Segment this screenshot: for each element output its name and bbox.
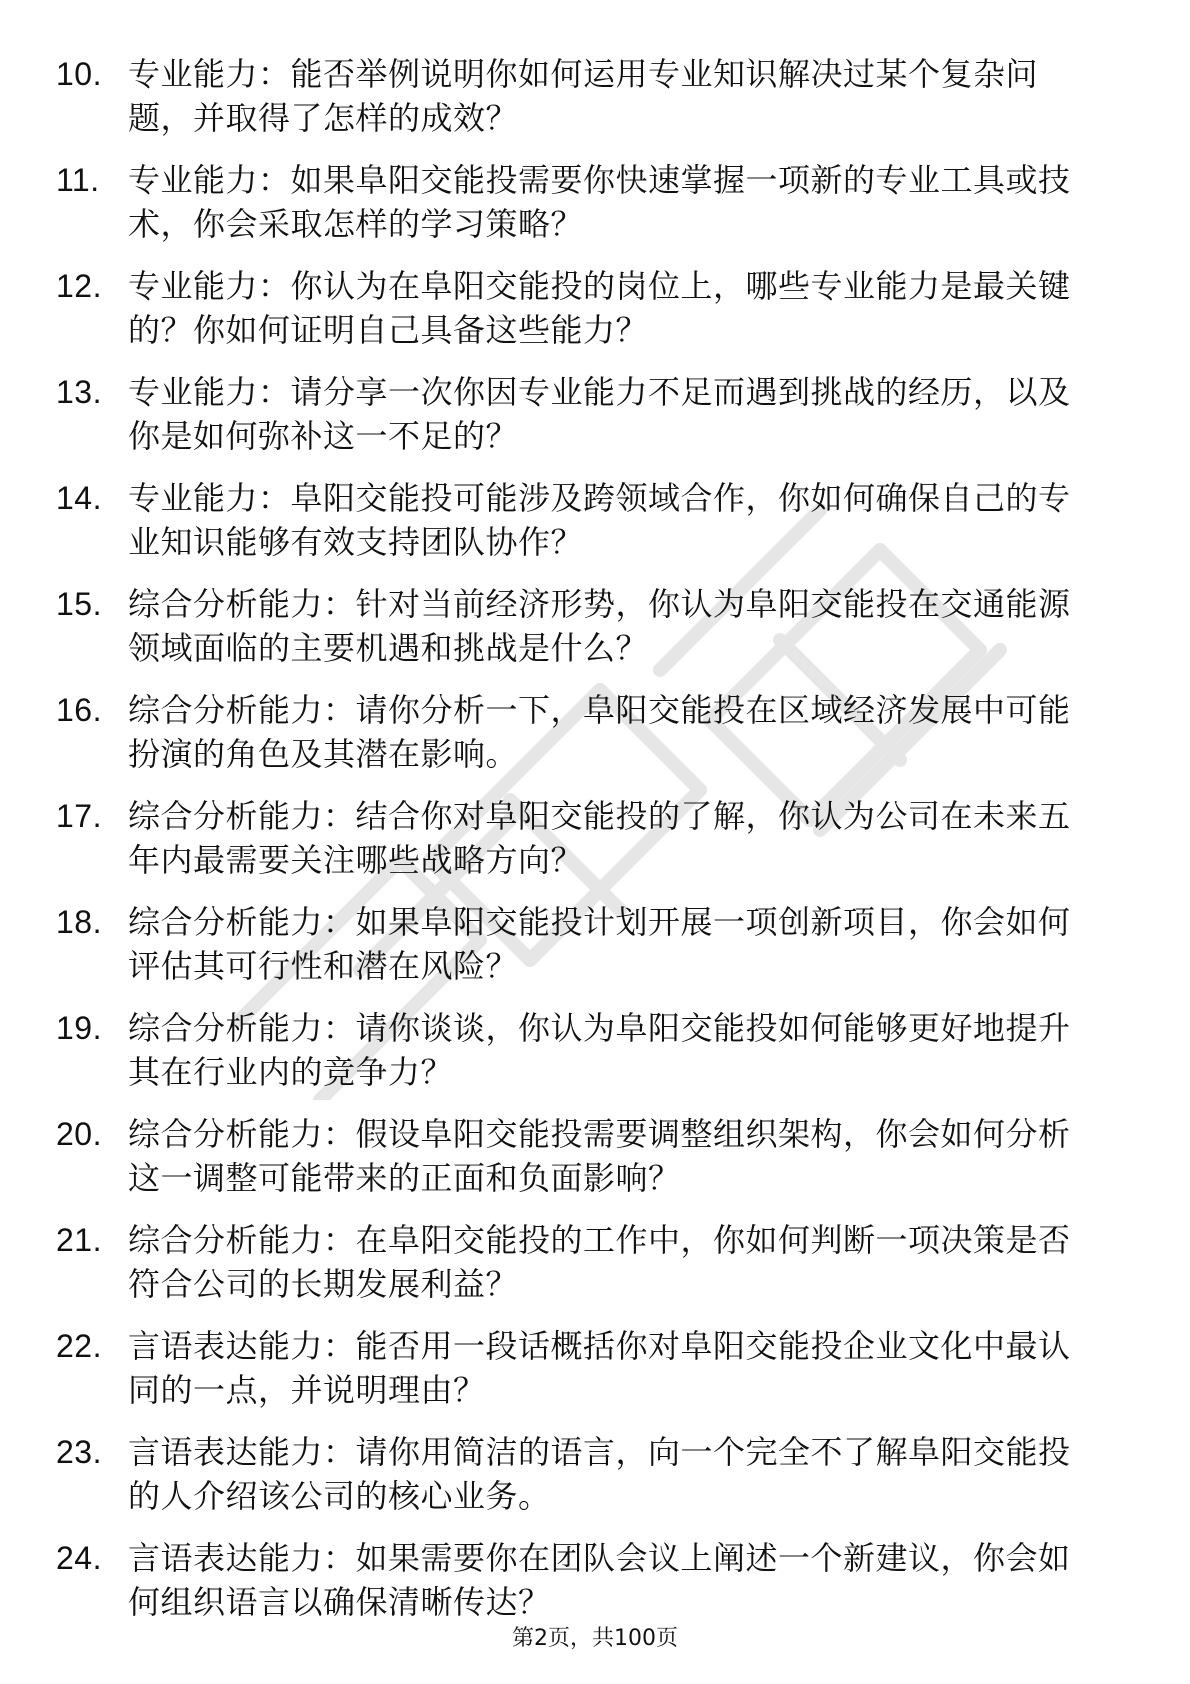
question-item [56, 794, 1096, 882]
question-number: 20. [56, 1116, 102, 1152]
question-item [56, 1324, 1096, 1412]
question-text: 综合分析能力：假设阜阳交能投需要调整组织架构，你会如何分析这一调整可能带来的正面和负面影响？ [128, 1115, 1071, 1197]
question-text: 专业能力：能否举例说明你如何运用专业知识解决过某个复杂问题，并取得了怎样的成效？ [128, 55, 1039, 137]
question-text: 综合分析能力：在阜阳交能投的工作中，你如何判断一项决策是否符合公司的长期发展利益？ [128, 1221, 1071, 1303]
question-item [56, 582, 1096, 670]
page-footer: 第2页，共100页 [512, 1626, 678, 1651]
question-number: 12. [56, 268, 102, 304]
question-item [56, 52, 1096, 140]
question-item [56, 476, 1096, 564]
question-number: 21. [56, 1222, 102, 1258]
question-number: 17. [56, 798, 102, 834]
question-number: 11. [56, 162, 100, 198]
question-number: 14. [56, 480, 102, 516]
question-text: 综合分析能力：如果阜阳交能投计划开展一项创新项目，你会如何评估其可行性和潜在风险？ [128, 903, 1071, 985]
question-number: 24. [56, 1540, 102, 1576]
question-text: 综合分析能力：请你分析一下，阜阳交能投在区域经济发展中可能扮演的角色及其潜在影响。 [128, 691, 1071, 773]
question-item [56, 1536, 1096, 1624]
question-number: 13. [56, 374, 102, 410]
question-item [56, 1112, 1096, 1200]
question-number: 10. [56, 56, 102, 92]
question-item [56, 1006, 1096, 1094]
question-number: 18. [56, 904, 102, 940]
question-number: 22. [56, 1328, 102, 1364]
question-item [56, 158, 1096, 246]
question-number: 15. [56, 586, 102, 622]
question-item [56, 1430, 1096, 1518]
question-text: 综合分析能力：结合你对阜阳交能投的了解，你认为公司在未来五年内最需要关注哪些战略方向？ [128, 797, 1071, 879]
question-item [56, 900, 1096, 988]
question-number: 16. [56, 692, 102, 728]
question-number: 23. [56, 1434, 102, 1470]
question-item [56, 370, 1096, 458]
question-text: 专业能力：阜阳交能投可能涉及跨领域合作，你如何确保自己的专业知识能够有效支持团队协作？ [128, 479, 1071, 561]
question-number: 19. [56, 1010, 102, 1046]
question-text: 专业能力：你认为在阜阳交能投的岗位上，哪些专业能力是最关键的？你如何证明自己具备这些能力？ [128, 267, 1071, 349]
question-text: 言语表达能力：请你用简洁的语言，向一个完全不了解阜阳交能投的人介绍该公司的核心业务。 [128, 1433, 1071, 1515]
question-text: 专业能力：如果阜阳交能投需要你快速掌握一项新的专业工具或技术，你会采取怎样的学习策略？ [128, 161, 1071, 243]
question-item [56, 1218, 1096, 1306]
question-item [56, 264, 1096, 352]
question-text: 综合分析能力：针对当前经济形势，你认为阜阳交能投在交通能源领域面临的主要机遇和挑战是什么？ [128, 585, 1071, 667]
question-item [56, 688, 1096, 776]
question-text: 言语表达能力：如果需要你在团队会议上阐述一个新建议，你会如何组织语言以确保清晰传达？ [128, 1539, 1071, 1621]
question-list [56, 52, 1096, 1642]
question-text: 专业能力：请分享一次你因专业能力不足而遇到挑战的经历，以及你是如何弥补这一不足的？ [128, 373, 1071, 455]
question-text: 综合分析能力：请你谈谈，你认为阜阳交能投如何能够更好地提升其在行业内的竞争力？ [128, 1009, 1071, 1091]
question-text: 言语表达能力：能否用一段话概括你对阜阳交能投企业文化中最认同的一点，并说明理由？ [128, 1327, 1071, 1409]
